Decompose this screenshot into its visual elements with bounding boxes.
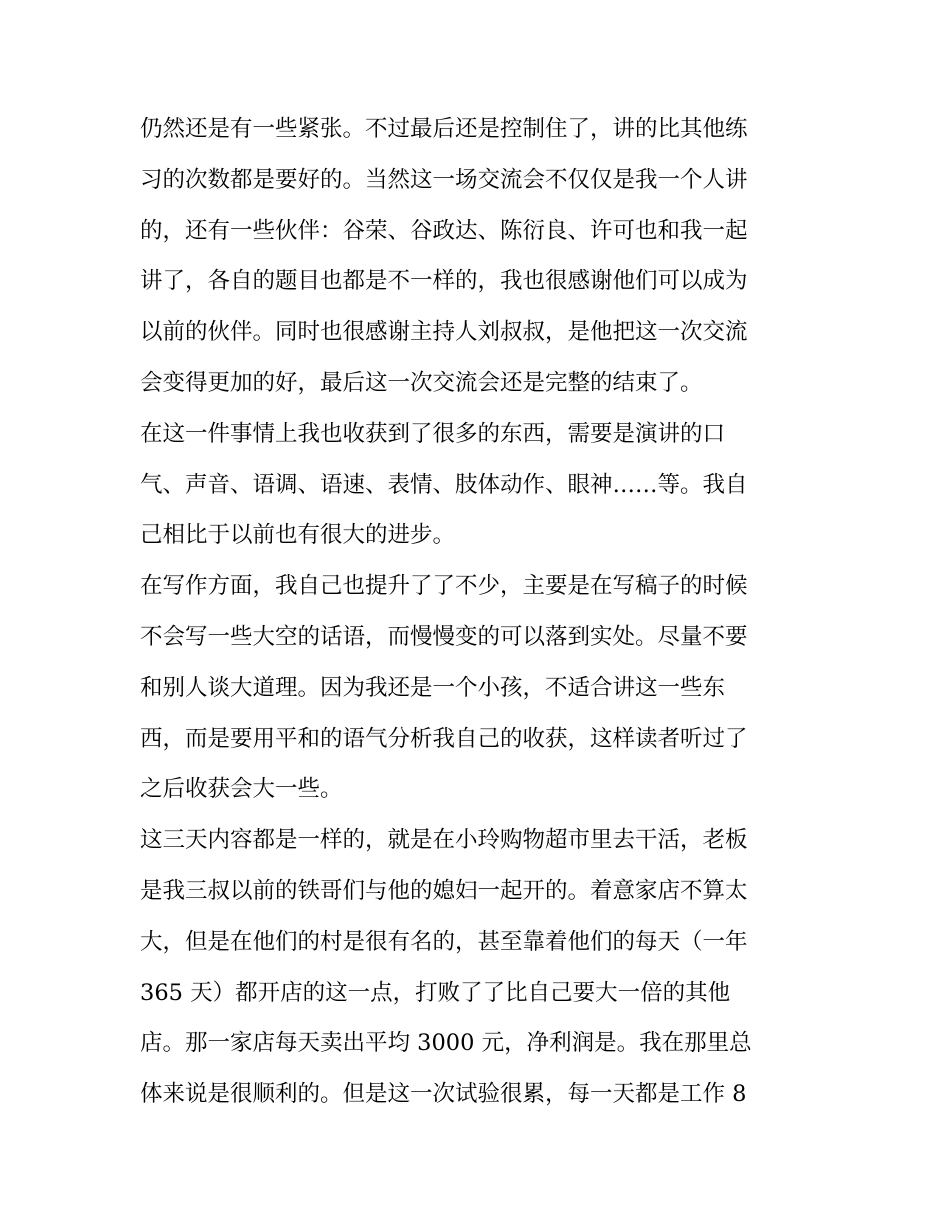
text-line: 不会写一些大空的话语，而慢慢变的可以落到实处。尽量不要	[140, 623, 748, 650]
text-line: 在写作方面，我自己也提升了了不少，主要是在写稿子的时候	[140, 573, 748, 600]
text-line: 的，还有一些伙伴：谷荣、谷政达、陈衍良、许可也和我一起	[140, 217, 748, 244]
text-line: 在这一件事情上我也收获到了很多的东西，需要是演讲的口	[140, 420, 726, 447]
text-line: 己相比于以前也有很大的进步。	[140, 522, 456, 549]
text-line: 365 天）都开店的这一点，打败了了比自己要大一倍的其他	[140, 979, 731, 1006]
text-line: 会变得更加的好，最后这一次交流会还是完整的结束了。	[140, 369, 703, 396]
text-line: 西，而是要用平和的语气分析我自己的收获，这样读者听过了	[140, 725, 748, 752]
body-text	[140, 104, 830, 1120]
text-line: 之后收获会大一些。	[140, 776, 343, 803]
text-line: 习的次数都是要好的。当然这一场交流会不仅仅是我一个人讲	[140, 166, 748, 193]
text-line: 体来说是很顺利的。但是这一次试验很累，每一天都是工作 8	[140, 1081, 747, 1108]
text-line: 气、声音、语调、语速、表情、肢体动作、眼神……等。我自	[140, 471, 748, 498]
text-line: 是我三叔以前的铁哥们与他的媳妇一起开的。着意家店不算太	[140, 877, 748, 904]
text-line: 大，但是在他们的村是很有名的，甚至靠着他们的每天（一年	[140, 928, 748, 955]
text-line: 仍然还是有一些紧张。不过最后还是控制住了，讲的比其他练	[140, 116, 748, 142]
text-line: 这三天内容都是一样的，就是在小玲购物超市里去干活，老板	[140, 827, 748, 854]
text-line: 以前的伙伴。同时也很感谢主持人刘叔叔，是他把这一次交流	[140, 319, 748, 346]
text-line: 店。那一家店每天卖出平均 3000 元，净利润是。我在那里总	[140, 1030, 752, 1057]
text-line: 讲了，各自的题目也都是不一样的，我也很感谢他们可以成为	[140, 268, 748, 295]
text-line: 和别人谈大道理。因为我还是一个小孩，不适合讲这一些东	[140, 674, 726, 701]
